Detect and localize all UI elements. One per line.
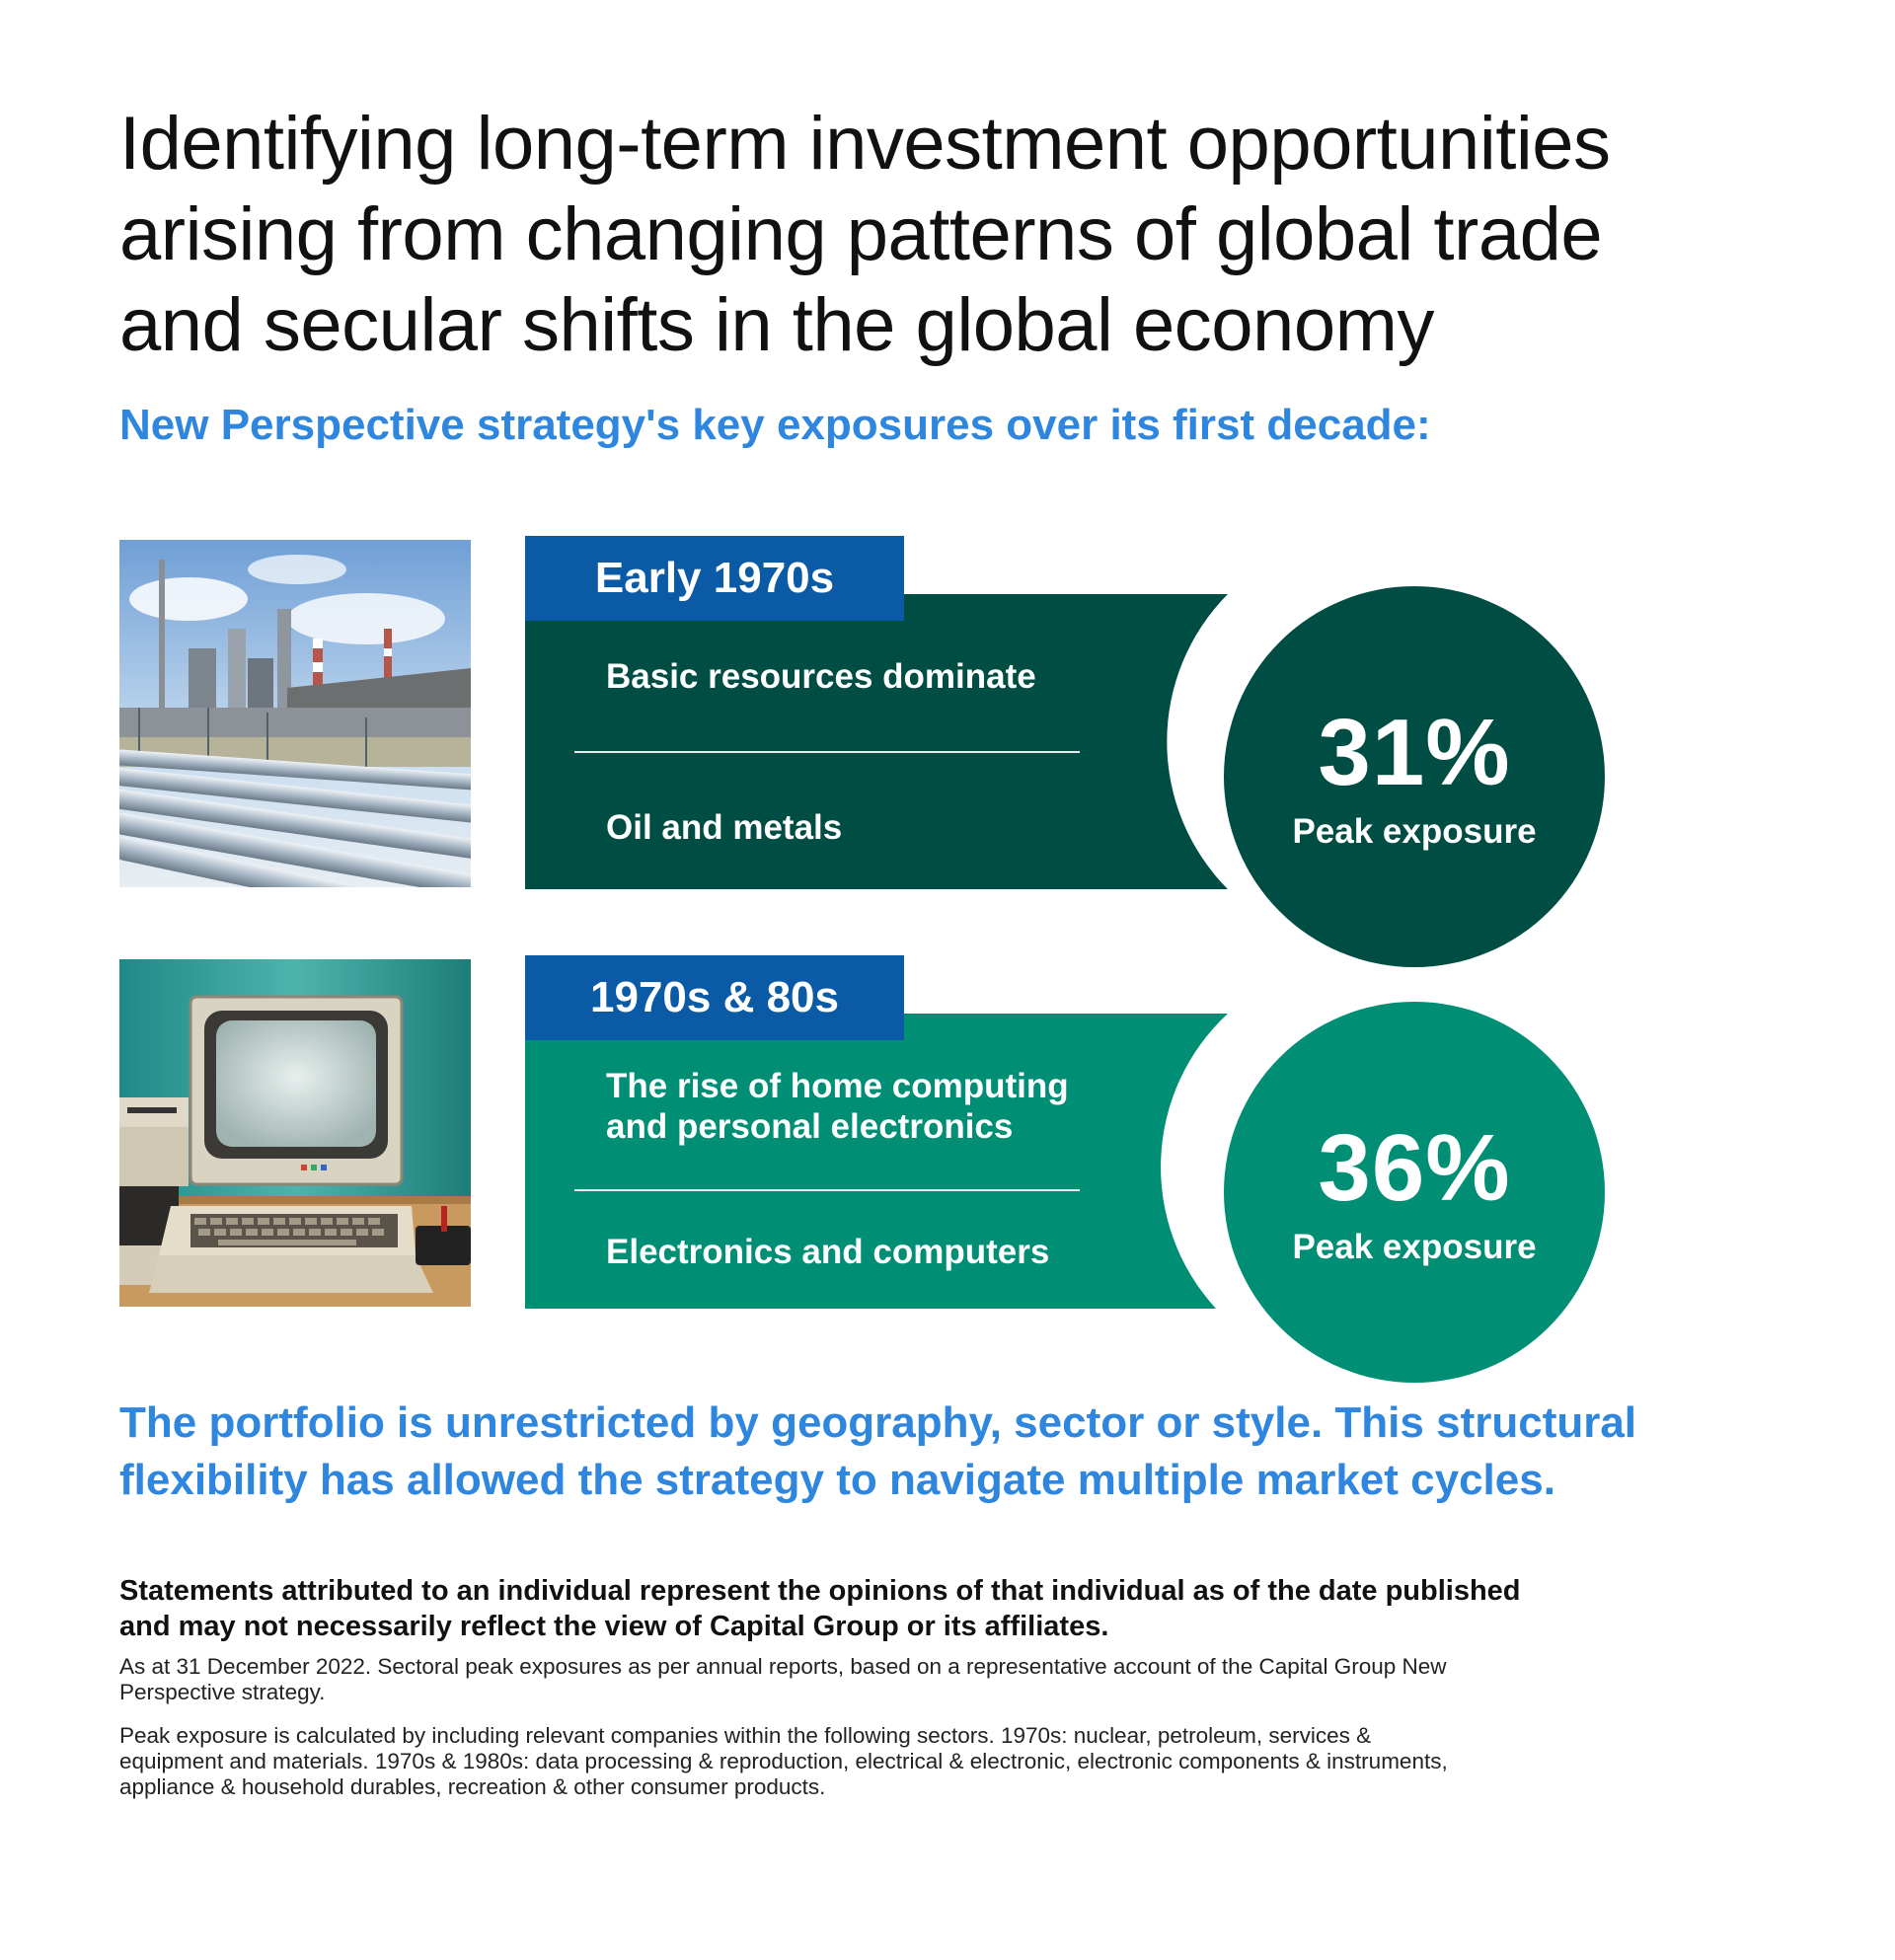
exposure-sectors: Oil and metals: [606, 808, 843, 847]
era-panel-early-1970s: [525, 536, 1228, 889]
peak-exposure-circle: [1224, 1002, 1605, 1383]
era-tag: 1970s & 80s: [525, 955, 904, 1040]
headline-line-3: and secular shifts in the global economy: [119, 283, 1434, 367]
divider: [574, 1189, 1080, 1191]
peak-exposure-value: 31%: [1318, 700, 1511, 805]
headline-line-1: Identifying long-term investment opportunities: [119, 102, 1611, 186]
page-headline: [119, 99, 1797, 371]
era-tag: Early 1970s: [525, 536, 904, 621]
disclaimer-line-1: Statements attributed to an individual represent the opinions of that individual as of the date published: [119, 1575, 1521, 1607]
footnote-methodology: [119, 1723, 1837, 1800]
disclaimer-line-2: and may not necessarily reflect the view of Capital Group or its affiliates.: [119, 1611, 1109, 1642]
headline-line-2: arising from changing patterns of global trade: [119, 192, 1603, 276]
footnote-methodology-line-1: Peak exposure is calculated by including relevant companies within the following sectors. 1970s: nuclear, petroleum, services &: [119, 1723, 1372, 1748]
peak-exposure-label: Peak exposure: [1292, 1228, 1537, 1266]
exposure-theme-line-2: and personal electronics: [606, 1107, 1014, 1146]
exposure-sectors: Electronics and computers: [606, 1233, 1050, 1271]
summary-line-1: The portfolio is unrestricted by geography, sector or style. This structural: [119, 1398, 1637, 1447]
summary-line-2: flexibility has allowed the strategy to navigate multiple market cycles.: [119, 1456, 1555, 1504]
divider: [574, 751, 1080, 753]
exposure-row-1970s-80s: [0, 955, 1895, 1370]
exposure-theme-line-1: The rise of home computing: [606, 1067, 1069, 1105]
peak-exposure-circle: [1224, 586, 1605, 967]
footnote-date-line-2: Perspective strategy.: [119, 1680, 326, 1704]
footnote-methodology-line-2: equipment and materials. 1970s & 1980s: data processing & reproduction, electrical & electronic, electronic components & instruments,: [119, 1749, 1448, 1773]
exposure-theme: Basic resources dominate: [606, 657, 1036, 696]
era-panel-1970s-80s: [525, 955, 1228, 1309]
exposure-row-early-1970s: [0, 536, 1895, 950]
peak-exposure-value: 36%: [1318, 1115, 1511, 1221]
section-subheading: New Perspective strategy's key exposures over its first decade:: [119, 401, 1431, 449]
footnote-date: [119, 1654, 1837, 1705]
oil-refinery-photo: [119, 540, 471, 887]
disclaimer-statement: [119, 1573, 1817, 1644]
vintage-computer-photo: [119, 959, 471, 1307]
summary-statement: [119, 1395, 1817, 1509]
exposure-theme: [606, 1066, 1159, 1147]
footnote-methodology-line-3: appliance & household durables, recreation & other consumer products.: [119, 1774, 826, 1799]
peak-exposure-label: Peak exposure: [1292, 812, 1537, 851]
footnote-date-line-1: As at 31 December 2022. Sectoral peak exposures as per annual reports, based on a representative account of the Capital Group New: [119, 1654, 1447, 1679]
